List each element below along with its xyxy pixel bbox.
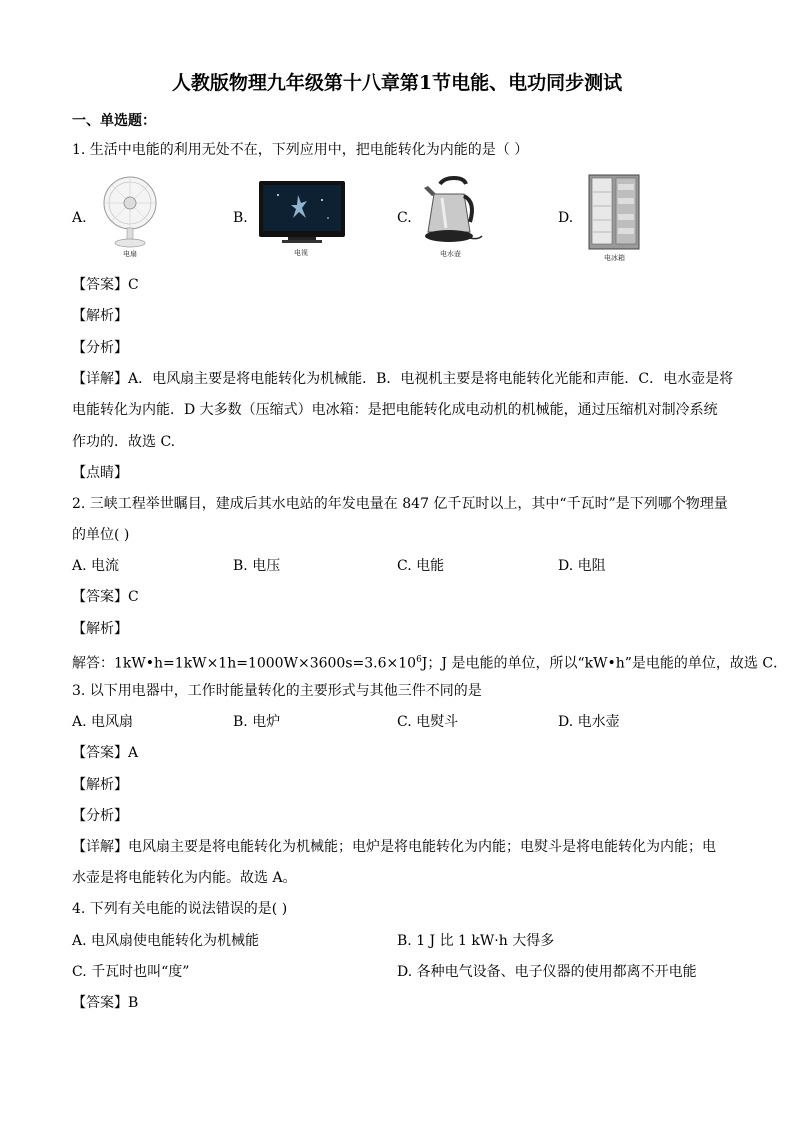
q4-option-b: B. 1 J 比 1 kW·h 大得多	[397, 933, 555, 949]
q2-option-c: C. 电能	[397, 558, 445, 574]
q4-option-c: C. 千瓦时也叫“度”	[72, 964, 190, 980]
q1-jiexi: 【解析】	[72, 308, 128, 324]
fan-icon	[100, 173, 160, 253]
q1-option-d-caption: 电冰箱	[604, 254, 625, 262]
q1-detail-line1: 【详解】A．电风扇主要是将电能转化为机械能．B．电视机主要是将电能转化光能和声能．C．电水壶是将	[72, 371, 734, 387]
q1-option-c-label: C.	[397, 210, 412, 226]
q2-solution-main: 解答：1kW•h=1kW×1h=1000W×3600s=3.6×10	[72, 655, 417, 672]
q3-option-c: C. 电熨斗	[397, 714, 459, 730]
q1-option-a-caption: 电扇	[123, 250, 137, 258]
kettle-icon	[420, 176, 484, 248]
fridge-icon	[588, 174, 640, 252]
q1-option-d-label: D.	[558, 210, 574, 226]
q3-option-a: A. 电风扇	[72, 714, 134, 730]
q4-option-d: D. 各种电气设备、电子仪器的使用都离不开电能	[397, 964, 697, 980]
q3-answer: 【答案】A	[72, 745, 139, 761]
q3-fenxi: 【分析】	[72, 808, 128, 824]
q4-stem: 4. 下列有关电能的说法错误的是( )	[72, 901, 288, 917]
q2-jiexi: 【解析】	[72, 621, 128, 637]
q1-option-c-caption: 电水壶	[440, 250, 461, 258]
q1-answer: 【答案】C	[72, 277, 139, 293]
q2-option-d: D. 电阻	[558, 558, 606, 574]
q3-jiexi: 【解析】	[72, 777, 128, 793]
q4-answer: 【答案】B	[72, 995, 139, 1011]
q2-solution-rest: J；J 是电能的单位，所以“kW•h”是电能的单位，故选 C．	[421, 655, 788, 672]
q2-answer: 【答案】C	[72, 589, 139, 605]
q2-stem-line2: 的单位( )	[72, 527, 130, 543]
q1-option-b-label: B.	[233, 210, 248, 226]
q3-stem: 3. 以下用电器中，工作时能量转化的主要形式与其他三件不同的是	[72, 683, 482, 699]
q2-solution	[72, 652, 787, 672]
q4-option-a: A. 电风扇使电能转化为机械能	[72, 933, 260, 949]
page-title: 人教版物理九年级第十八章第1节电能、电功同步测试	[171, 72, 623, 94]
q2-option-b: B. 电压	[233, 558, 281, 574]
q3-detail-line1: 【详解】电风扇主要是将电能转化为机械能；电炉是将电能转化为内能；电熨斗是将电能转化为内能；电	[72, 839, 716, 855]
q3-option-d: D. 电水壶	[558, 714, 620, 730]
q1-detail-line3: 作功的．故选 C.	[72, 434, 176, 450]
q1-dianjing: 【点睛】	[72, 465, 128, 481]
q1-option-a-label: A.	[72, 210, 87, 226]
tv-icon	[258, 180, 346, 244]
q3-option-b: B. 电炉	[233, 714, 281, 730]
q2-option-a: A. 电流	[72, 558, 120, 574]
q1-option-b-caption: 电视	[294, 249, 308, 257]
q3-detail-line2: 水壶是将电能转化为内能。故选 A。	[72, 870, 297, 886]
q2-stem-line1: 2. 三峡工程举世瞩目，建成后其水电站的年发电量在 847 亿千瓦时以上，其中“千瓦时”是下列哪个物理量	[72, 496, 728, 512]
q1-detail-line2: 电能转化为内能．D 大多数（压缩式）电冰箱：是把电能转化成电动机的机械能，通过压缩机对制冷系统	[72, 402, 718, 418]
q2-solution-exponent: 6	[416, 655, 422, 665]
q1-fenxi: 【分析】	[72, 340, 128, 356]
section-heading: 一、单选题：	[72, 113, 156, 129]
q1-stem: 1. 生活中电能的利用无处不在，下列应用中，把电能转化为内能的是（ ）	[72, 142, 529, 158]
